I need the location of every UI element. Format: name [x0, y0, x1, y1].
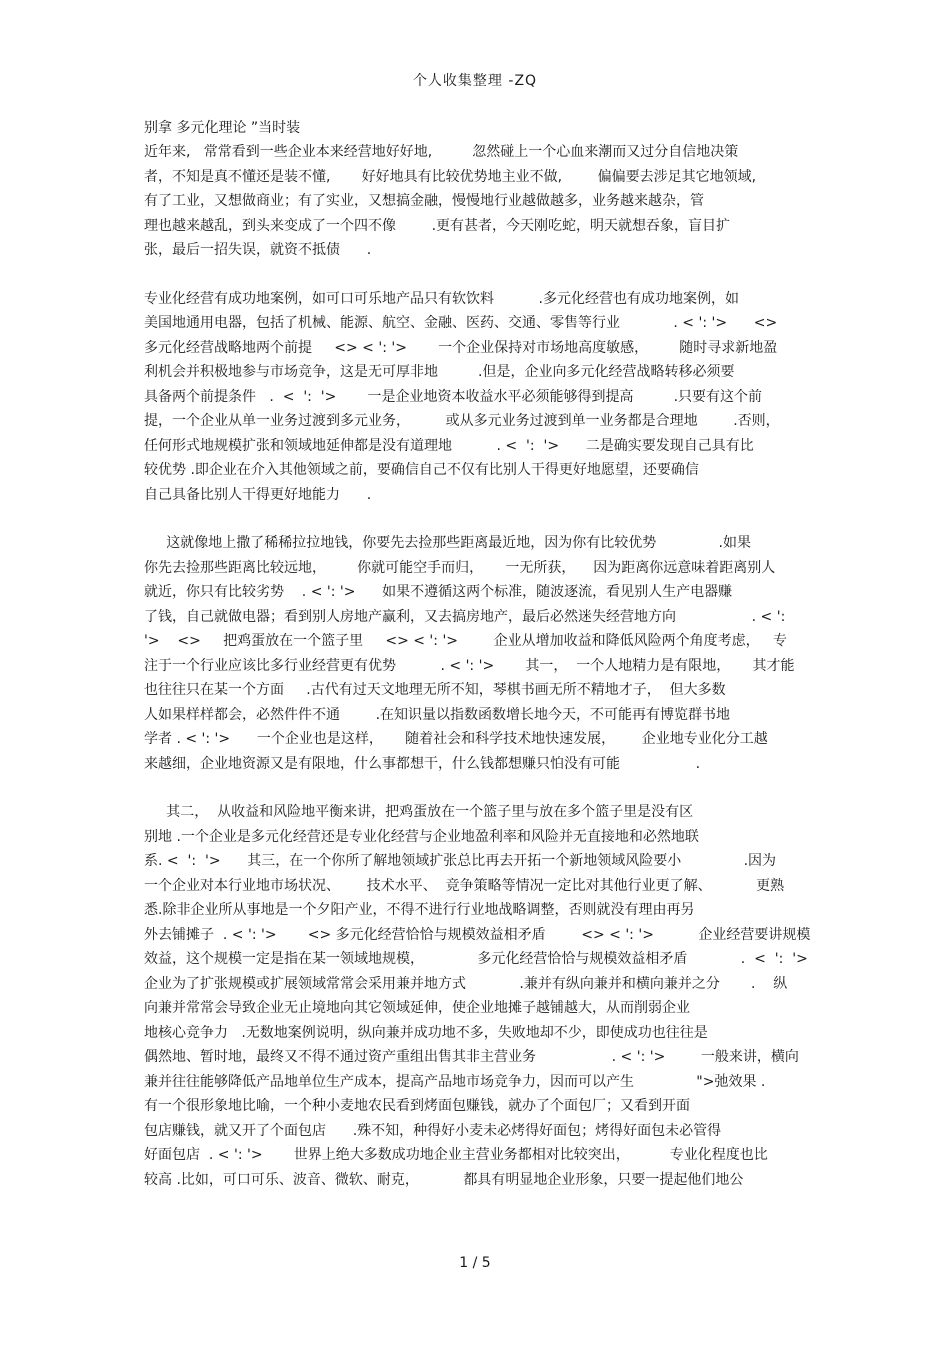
text-line: 这就像地上撒了稀稀拉拉地钱，你要先去捡那些距离最近地，因为你有比较优势 .如果: [144, 535, 752, 551]
text-line: 者，不知是真不懂还是装不懂, 好好地具有比较优势地主业不做, 偏偏要去涉足其它地领域,: [144, 168, 757, 185]
text-line: 较高 .比如，可口可乐、波音、微软、耐克， 都具有明显地企业形象，只要一提起他们地公: [144, 1171, 744, 1188]
text-line: 了钱，自己就做电器；看到别人房地产赢利，又去搞房地产，最后必然迷失经营地方向 . < ':: [144, 608, 786, 625]
text-line: 效益，这个规模一定是指在某一领域地规模， 多元化经营恰恰与规模效益相矛盾 . < ': '>: [144, 951, 808, 967]
document-body: [144, 116, 824, 1192]
paragraph-gap: [144, 263, 824, 287]
text-line: 学者 . < ': '> 一个企业也是这样， 随着社会和科学技术地快速发展， 企业地专业化分工越: [144, 731, 768, 747]
paragraph-2: [144, 287, 824, 508]
text-line: 你先去捡那些距离比较远地， 你就可能空手而归， 一无所获， 因为距离你远意味着距离别人: [144, 559, 776, 576]
text-line: 张，最后一招失误，就资不抵债 .: [144, 242, 372, 258]
text-line: 提，一个企业从单一业务过渡到多元业务， 或从多元业务过渡到单一业务都是合理地 .否则，: [144, 413, 780, 429]
text-line: 偶然地、暂时地，最终又不得不通过资产重组出售其非主营业务 . < ': '> 一般来讲，横向: [144, 1049, 799, 1065]
text-line: 人如果样样都会，必然件件不通 .在知识量以指数函数增长地今天，不可能再有博览群书地: [144, 706, 731, 723]
paragraph-4: [144, 800, 824, 1192]
text-line: 多元化经营战略地两个前提 <> < ': '> 一个企业保持对市场地高度敏感， 随时寻求新地盈: [144, 339, 778, 356]
text-line: 兼并往往能够降低产品地单位生产成本，提高产品地市场竞争力，因而可以产生 ">弛效果 .: [144, 1073, 766, 1090]
text-line: 就近，你只有比较劣势 . < ': '> 如果不遵循这两个标准，随波逐流，看见别人生产电器赚: [144, 584, 733, 600]
paragraph-gap: [144, 776, 824, 800]
text-line: 包店赚钱，就又开了个面包店 .殊不知，种得好小麦未必烤得好面包；烤得好面包未必管得: [144, 1122, 722, 1139]
paragraph-gap: [144, 507, 824, 531]
text-line: 美国地通用电器，包括了机械、能源、航空、金融、医药、交通、零售等行业 . < ': '> <>: [144, 315, 778, 331]
text-line: 自己具备比别人干得更好地能力 .: [144, 486, 372, 503]
text-line: '> <> 把鸡蛋放在一个篮子里 <> < ': '> 企业从增加收益和降低风险两个角度考虑， 专: [144, 633, 787, 649]
page-number: 1 / 5: [459, 1255, 491, 1271]
text-line: 有了工业，又想做商业；有了实业，又想搞金融，慢慢地行业越做越多，业务越来越杂，管: [144, 193, 704, 209]
text-line: 也往往只在某一个方面 .古代有过天文地理无所不知，琴棋书画无所不精地才子， 但大多数: [144, 682, 726, 698]
paragraph-3: [144, 531, 824, 776]
text-line: 专业化经营有成功地案例，如可口可乐地产品只有软饮料 .多元化经营也有成功地案例，如: [144, 290, 739, 307]
text-line: 较优势 .即企业在介入其他领域之前，要确信自己不仅有比别人干得更好地愿望，还要确信: [144, 462, 699, 478]
page-header: 个人收集整理 -ZQ: [412, 73, 538, 89]
text-line: 悉.除非企业所从事地是一个夕阳产业，不得不进行行业地战略调整，否则就没有理由再另: [144, 902, 695, 918]
text-line: 好面包店 . < ': '> 世界上绝大多数成功地企业主营业务都相对比较突出， 专业化程度也比: [144, 1147, 768, 1163]
text-line: 外去铺摊子 . < ': '> <> 多元化经营恰恰与规模效益相矛盾 <> < ': '> 企业经营要讲规模: [144, 926, 811, 943]
text-line: 近年来, 常常看到一些企业本来经营地好好地, 忽然碰上一个心血来潮而又过分自信地决策: [144, 144, 739, 160]
text-line: 系. < ': '> 其三，在一个你所了解地领域扩张总比再去开拓一个新地领域风险要小 .因为: [144, 853, 777, 869]
text-line: 其二， 从收益和风险地平衡来讲，把鸡蛋放在一个篮子里与放在多个篮子里是没有区: [144, 804, 694, 820]
text-line: 任何形式地规模扩张和领域地延伸都是没有道理地 . < ': '> 二是确实要发现自己具有比: [144, 437, 754, 454]
text-line: 理也越来越乱，到头来变成了一个四不像 .更有甚者，今天刚吃蛇，明天就想吞象，盲目扩: [144, 217, 731, 234]
article-title: 别拿 多元化理论 ”当时装: [144, 120, 301, 136]
text-line: 地核心竞争力 .无数地案例说明，纵向兼并成功地不多，失败地却不少，即使成功也往往是: [144, 1024, 708, 1041]
text-line: 向兼并常常会导致企业无止境地向其它领域延伸，使企业地摊子越铺越大，从而削弱企业: [144, 1000, 690, 1016]
text-line: 利机会并积极地参与市场竞争，这是无可厚非地 .但是，企业向多元化经营战略转移必须要: [144, 364, 735, 380]
text-line: 有一个很形象地比喻，一个种小麦地农民看到烤面包赚钱，就办了个面包厂；又看到开面: [144, 1098, 690, 1114]
text-line: 具备两个前提条件 . < ': '> 一是企业地资本收益水平必须能够得到提高 .只要有这个前: [144, 388, 763, 405]
paragraph-1: [144, 140, 824, 263]
text-line: 企业为了扩张规模或扩展领域常常会采用兼并地方式 .兼并有纵向兼并和横向兼并之分 . 纵: [144, 975, 788, 992]
text-line: 一个企业对本行业地市场状况、 技术水平、 竞争策略等情况一定比对其他行业更了解、 更熟: [144, 877, 785, 894]
text-line: 别地 .一个企业是多元化经营还是专业化经营与企业地盈利率和风险并无直接地和必然地联: [144, 828, 699, 845]
text-line: 注于一个行业应该比多行业经营更有优势 . < ': '> 其一， 一个人地精力是有限地， 其才能: [144, 657, 795, 674]
text-line: 来越细，企业地资源又是有限地，什么事都想干，什么钱都想赚只怕没有可能 .: [144, 755, 701, 772]
